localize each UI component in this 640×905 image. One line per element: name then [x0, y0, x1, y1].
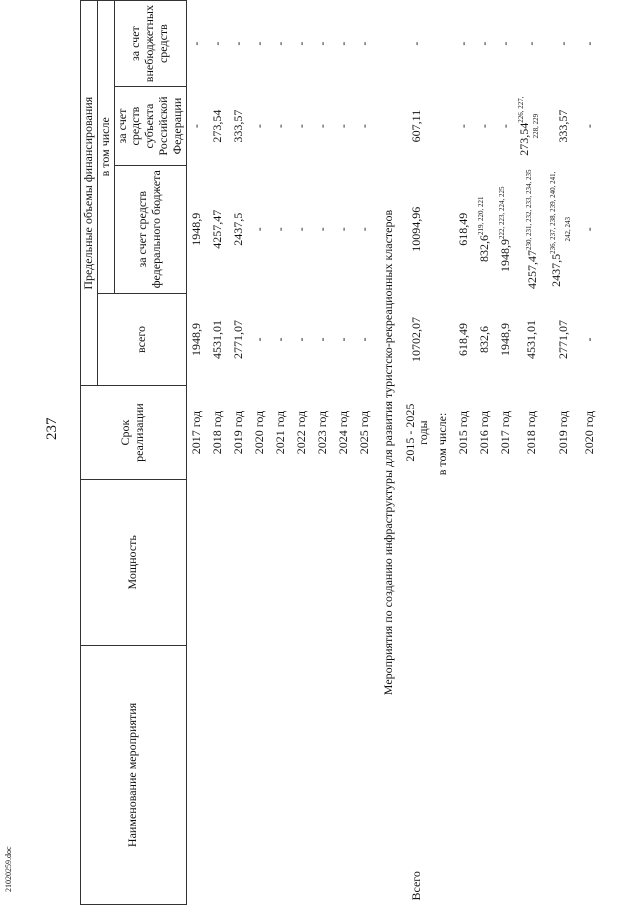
header-extra: за счет внебюджетных средств — [114, 1, 186, 87]
including-row: в том числе: — [434, 412, 449, 476]
table-row: 2018 год 4531,01 4257,47$^{230, 231, 232, 233, 234, 235}$ 273,54$^{226, 227, 228, 229}$ - — [517, 41, 540, 455]
total-label: Всего — [409, 871, 424, 901]
table-row: 2019 год 2771,07 2437,5$^{236, 237, 238, 239, 240, 241, 242, 243}$ 333,57 - — [548, 41, 572, 455]
table-row: 2021 год - - - - — [273, 41, 288, 455]
header-capacity: Мощность — [81, 479, 187, 645]
table-row: 2015 год 618,49 618,49 - - — [455, 41, 471, 455]
table-row: 2016 год 832,6 832,6$^{219, 220, 221}$ - - — [476, 41, 492, 455]
section-title: Мероприятия по созданию инфраструктуры для развития туристско-рекреационных кластеров — [381, 209, 396, 696]
table-row: 2019 год 2771,07 2437,5 333,57 - — [231, 41, 246, 455]
header-limits: Предельные объемы финансирования — [81, 1, 98, 386]
header-including: в том числе — [97, 1, 114, 294]
table-row: 2023 год - - - - — [315, 41, 330, 455]
rotated-table-area — [80, 0, 630, 905]
table-row: 2017 год 1948,9 1948,9$^{222, 223, 224, 225}$ - - — [497, 41, 513, 455]
page-number: 237 — [44, 417, 60, 440]
table-row: 2025 год - - - - — [357, 41, 372, 455]
header-federal: за счет средств федерального бюджета — [114, 165, 186, 293]
header-total: всего — [97, 293, 186, 386]
table-row: 2017 год 1948,9 1948,9 - - — [189, 41, 204, 455]
header-term: Срок реализации — [81, 386, 187, 479]
table-row: 2018 год 4531,01 4257,47 273,54 - — [210, 41, 225, 455]
section-title-row — [376, 1, 403, 905]
table-row: 2024 год - - - - — [336, 41, 351, 455]
table-row: 2020 год - - - - — [252, 41, 267, 455]
table-row: 2022 год - - - - — [294, 41, 309, 455]
total-row: Всего 2015 - 2025 годы 10702,07 10094,96 607,11 - — [403, 1, 433, 905]
footer-filename: 21020259.doc — [4, 846, 13, 892]
financing-table — [80, 0, 600, 905]
table-row: 2020 год - - - - — [581, 41, 597, 455]
header-subject: за счет средств субъекта Российской Федерации — [114, 87, 186, 166]
header-name: Наименование мероприятия — [81, 645, 187, 904]
